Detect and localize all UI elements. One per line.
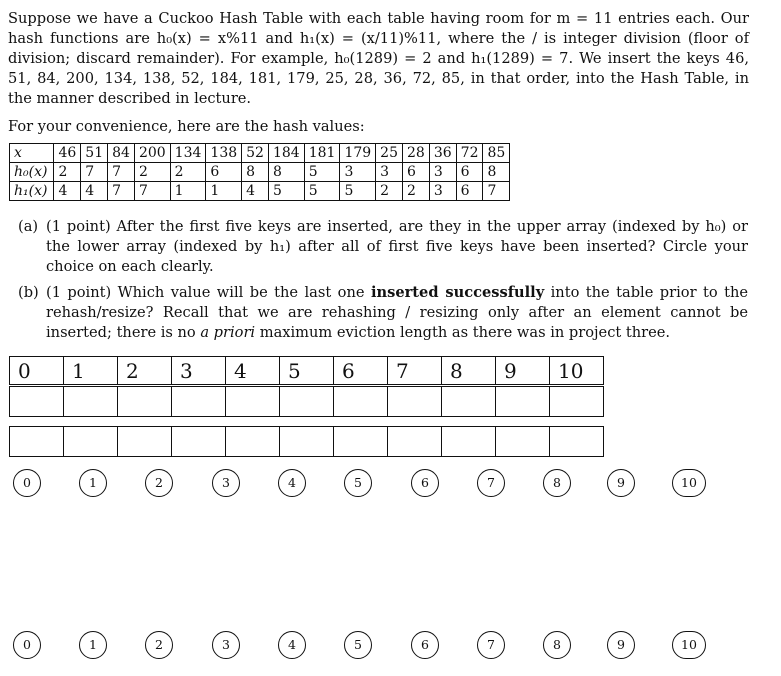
question-a-text: (1 point) After the first five keys are inserted, are they in the upper array (indexed by h₀) or the lower array (indexed by h₁) after all of first five keys have been inserted? Circle your choice on each clearly. (46, 218, 748, 275)
choice-circle-6[interactable]: 6 (411, 469, 439, 497)
convenience-note: For your convenience, here are the hash values: (8, 118, 365, 135)
upper-slot-3[interactable] (172, 387, 226, 417)
lower-slot-1[interactable] (64, 427, 118, 457)
question-a (18, 217, 748, 277)
lower-slot-7[interactable] (388, 427, 442, 457)
question-b-text-1: (1 point) Which value will be the last one (46, 284, 371, 301)
choice-circle-1[interactable]: 1 (79, 469, 107, 497)
index-label-8: 8 (442, 357, 496, 385)
question-b-bold: inserted successfully (370, 284, 545, 301)
lower-slot-4[interactable] (226, 427, 280, 457)
choice-circle-10[interactable]: 10 (672, 631, 706, 659)
hash-cell-h1-3: 7 (134, 182, 170, 201)
hash-cell-x-7: 184 (268, 144, 304, 163)
choice-circle-7[interactable]: 7 (477, 631, 505, 659)
hash-cell-h1-9: 5 (340, 182, 376, 201)
hash-cell-h0-11: 6 (403, 163, 430, 182)
choice-circle-3[interactable]: 3 (212, 631, 240, 659)
circle-row-1 (0, 469, 781, 499)
row-label-h0: h₀(x) (10, 163, 54, 182)
hash-cell-h1-2: 7 (108, 182, 135, 201)
hash-cell-x-3: 200 (134, 144, 170, 163)
lower-slot-10[interactable] (550, 427, 604, 457)
choice-circle-10[interactable]: 10 (672, 469, 706, 497)
table-row-x (10, 144, 510, 163)
hash-cell-h1-12: 3 (429, 182, 456, 201)
choice-circle-5[interactable]: 5 (344, 631, 372, 659)
hash-cell-h0-8: 5 (304, 163, 340, 182)
choice-circle-0[interactable]: 0 (13, 469, 41, 497)
hash-cell-h1-0: 4 (54, 182, 81, 201)
question-b-italic: a priori (200, 324, 256, 341)
choice-circle-8[interactable]: 8 (543, 469, 571, 497)
question-b-text-3: maximum eviction length as there was in project three. (255, 324, 671, 341)
question-b-label: (b) (18, 284, 39, 301)
question-b-text (46, 283, 748, 343)
choice-circle-9[interactable]: 9 (607, 469, 635, 497)
hash-cell-x-6: 52 (242, 144, 269, 163)
hash-cell-x-8: 181 (304, 144, 340, 163)
hash-cell-h0-9: 3 (340, 163, 376, 182)
upper-slot-6[interactable] (334, 387, 388, 417)
question-b (18, 283, 748, 343)
table-row-h1 (10, 182, 510, 201)
hash-cell-h0-1: 7 (81, 163, 108, 182)
table-row-h0 (10, 163, 510, 182)
problem-intro: Suppose we have a Cuckoo Hash Table with each table having room for m = 11 entries each. Our hash functions are h₀(x) = x%11 and h₁(x) = (x/11)%11, where the / is integer division (floor of division; discard remainder). For example, h₀(1289) = 2 and h₁(1289) = 7. We insert the keys 46, 51, 84, 200, 134, 138, 52, 184, 181, 179, 25, 28, 36, 72, 85, in that order, into the Hash Table, in the manner described in lecture. (8, 10, 749, 107)
index-label-10: 10 (550, 357, 604, 385)
choice-circle-9[interactable]: 9 (607, 631, 635, 659)
hash-cell-x-9: 179 (340, 144, 376, 163)
lower-array (9, 426, 604, 457)
hash-cell-h1-14: 7 (483, 182, 510, 201)
upper-slot-0[interactable] (10, 387, 64, 417)
hash-cell-h0-4: 2 (170, 163, 206, 182)
upper-slot-1[interactable] (64, 387, 118, 417)
choice-circle-1[interactable]: 1 (79, 631, 107, 659)
row-label-h1: h₁(x) (10, 182, 54, 201)
upper-slot-5[interactable] (280, 387, 334, 417)
choice-circle-3[interactable]: 3 (212, 469, 240, 497)
index-label-1: 1 (64, 357, 118, 385)
hash-cell-h1-7: 5 (268, 182, 304, 201)
hash-cell-x-14: 85 (483, 144, 510, 163)
question-b-text-2: into the table prior to the rehash/resize? Recall that we are rehashing / resizing only after an element cannot be inserted; there is no (46, 284, 748, 341)
choice-circle-4[interactable]: 4 (278, 469, 306, 497)
lower-slot-5[interactable] (280, 427, 334, 457)
hash-cell-h0-5: 6 (206, 163, 242, 182)
hash-cell-h0-7: 8 (268, 163, 304, 182)
lower-slot-0[interactable] (10, 427, 64, 457)
upper-slot-7[interactable] (388, 387, 442, 417)
index-label-6: 6 (334, 357, 388, 385)
lower-slot-3[interactable] (172, 427, 226, 457)
index-label-2: 2 (118, 357, 172, 385)
choice-circle-2[interactable]: 2 (145, 469, 173, 497)
upper-array (9, 386, 604, 417)
upper-slot-4[interactable] (226, 387, 280, 417)
hash-cell-h1-4: 1 (170, 182, 206, 201)
hash-cell-h1-8: 5 (304, 182, 340, 201)
choice-circle-5[interactable]: 5 (344, 469, 372, 497)
hash-cell-h1-11: 2 (403, 182, 430, 201)
lower-slot-6[interactable] (334, 427, 388, 457)
hash-cell-h1-13: 6 (456, 182, 483, 201)
hash-values-table (9, 143, 510, 201)
upper-slot-8[interactable] (442, 387, 496, 417)
lower-slot-2[interactable] (118, 427, 172, 457)
choice-circle-6[interactable]: 6 (411, 631, 439, 659)
hash-cell-x-2: 84 (108, 144, 135, 163)
hash-cell-h0-3: 2 (134, 163, 170, 182)
index-label-7: 7 (388, 357, 442, 385)
hash-cell-x-11: 28 (403, 144, 430, 163)
choice-circle-7[interactable]: 7 (477, 469, 505, 497)
hash-cell-h0-13: 6 (456, 163, 483, 182)
hash-cell-h1-6: 4 (242, 182, 269, 201)
choice-circle-2[interactable]: 2 (145, 631, 173, 659)
index-header-row (9, 356, 604, 385)
question-a-label: (a) (18, 218, 39, 235)
hash-cell-x-13: 72 (456, 144, 483, 163)
index-label-5: 5 (280, 357, 334, 385)
hash-cell-h0-6: 8 (242, 163, 269, 182)
hash-cell-h0-10: 3 (376, 163, 403, 182)
hash-cell-h1-1: 4 (81, 182, 108, 201)
lower-slot-8[interactable] (442, 427, 496, 457)
hash-cell-h1-10: 2 (376, 182, 403, 201)
hash-cell-x-5: 138 (206, 144, 242, 163)
index-label-4: 4 (226, 357, 280, 385)
lower-slot-9[interactable] (496, 427, 550, 457)
hash-cell-x-12: 36 (429, 144, 456, 163)
choice-circle-0[interactable]: 0 (13, 631, 41, 659)
choice-circle-4[interactable]: 4 (278, 631, 306, 659)
hash-cell-h0-2: 7 (108, 163, 135, 182)
hash-cell-x-0: 46 (54, 144, 81, 163)
hash-cell-x-10: 25 (376, 144, 403, 163)
row-label-x: x (10, 144, 54, 163)
hash-cell-x-4: 134 (170, 144, 206, 163)
index-label-3: 3 (172, 357, 226, 385)
hash-cell-h1-5: 1 (206, 182, 242, 201)
choice-circle-8[interactable]: 8 (543, 631, 571, 659)
index-label-9: 9 (496, 357, 550, 385)
hash-cell-h0-0: 2 (54, 163, 81, 182)
hash-cell-h0-14: 8 (483, 163, 510, 182)
upper-slot-10[interactable] (550, 387, 604, 417)
hash-cell-h0-12: 3 (429, 163, 456, 182)
circle-row-2 (0, 631, 781, 661)
hash-cell-x-1: 51 (81, 144, 108, 163)
upper-slot-2[interactable] (118, 387, 172, 417)
upper-slot-9[interactable] (496, 387, 550, 417)
index-label-0: 0 (10, 357, 64, 385)
